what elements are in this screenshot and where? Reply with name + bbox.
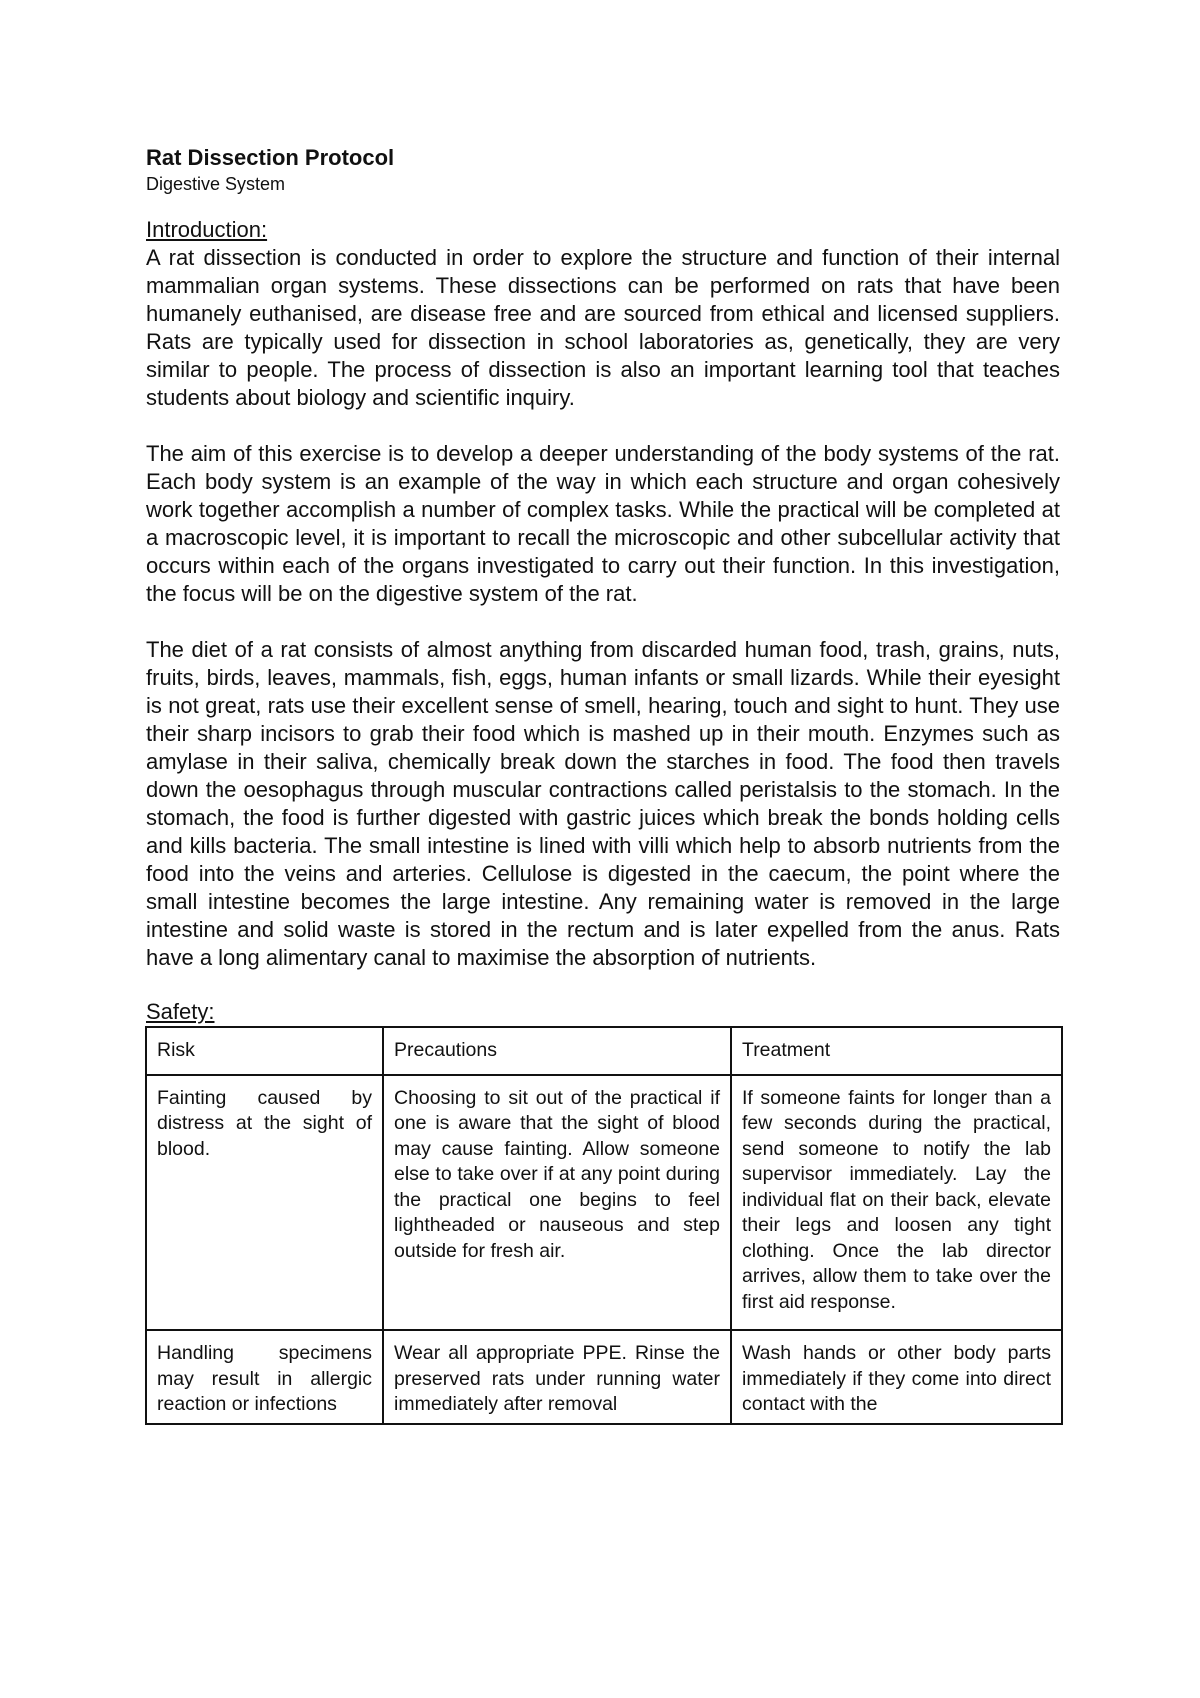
- document-subtitle: Digestive System: [146, 174, 286, 194]
- treatment-cell-text: Wash hands or other body parts immediately if they come into direct contact with the: [742, 1342, 1051, 1415]
- precautions-cell: [383, 1330, 731, 1424]
- intro-paragraph-2: The aim of this exercise is to develop a deeper understanding of the body systems of the rat. Each body system is an example of the way in which each structure and organ cohesively work together accomplish a number of complex tasks. While the practical will be completed at a macroscopic level, it is important to recall the microscopic and other subcellular activity that occurs within each of the organs investigated to carry out their function. In this investigation, the focus will be on the digestive system of the rat.: [146, 441, 1060, 606]
- introduction-heading: Introduction:: [146, 217, 268, 242]
- column-header-treatment: Treatment: [731, 1027, 1062, 1075]
- risk-cell-text: Handling specimens may result in allergic reaction or infections: [157, 1342, 372, 1415]
- treatment-cell: [731, 1330, 1062, 1424]
- safety-table-header-row: [146, 1027, 1062, 1075]
- intro-paragraph-3: The diet of a rat consists of almost anything from discarded human food, trash, grains, nuts, fruits, birds, leaves, mammals, fish, eggs, human infants or small lizards. While their eyesight is not great, rats use their excellent sense of smell, hearing, touch and sight to hunt. They use their sharp incisors to grab their food which is mashed up in their mouth. Enzymes such as amylase in their saliva, chemically break down the starches in food. The food then travels down the oesophagus through muscular contractions called peristalsis to the stomach. In the stomach, the food is further digested with gastric juices which break the bonds holding cells and kills bacteria. The small intestine is lined with villi which help to absorb nutrients from the food into the veins and arteries. Cellulose is digested in the caecum, the point where the small intestine becomes the large intestine. Any remaining water is removed in the large intestine and solid waste is stored in the rectum and is later expelled from the anus. Rats have a long alimentary canal to maximise the absorption of nutrients.: [146, 637, 1060, 970]
- column-header-risk: Risk: [146, 1027, 383, 1075]
- column-header-precautions: Precautions: [383, 1027, 731, 1075]
- risk-cell: [146, 1330, 383, 1424]
- precautions-cell: Choosing to sit out of the practical if one is aware that the sight of blood may cause fainting. Allow someone else to take over if at any point during the practical one begins to feel lightheaded or nauseous and step outside for fresh air.: [383, 1075, 731, 1331]
- safety-table: [145, 1026, 1063, 1425]
- table-row: [146, 1330, 1062, 1424]
- intro-paragraph-1: A rat dissection is conducted in order to explore the structure and function of their internal mammalian organ systems. These dissections can be performed on rats that have been humanely euthanised, are disease free and are sourced from ethical and licensed suppliers. Rats are typically used for dissection in school laboratories as, genetically, they are very similar to people. The process of dissection is also an important learning tool that teaches students about biology and scientific inquiry.: [146, 245, 1060, 410]
- treatment-cell: If someone faints for longer than a few seconds during the practical, send someone to notify the lab supervisor immediately. Lay the individual flat on their back, elevate their legs and loosen any tight clothing. Once the lab director arrives, allow them to take over the first aid response.: [731, 1075, 1062, 1331]
- risk-cell: Fainting caused by distress at the sight of blood.: [146, 1075, 383, 1331]
- table-row: [146, 1075, 1062, 1331]
- document-title: Rat Dissection Protocol: [146, 145, 395, 170]
- document-page: [146, 144, 1060, 1425]
- precautions-cell-text: Wear all appropriate PPE. Rinse the preserved rats under running water immediately after removal: [394, 1342, 720, 1415]
- safety-heading: Safety:: [146, 999, 215, 1024]
